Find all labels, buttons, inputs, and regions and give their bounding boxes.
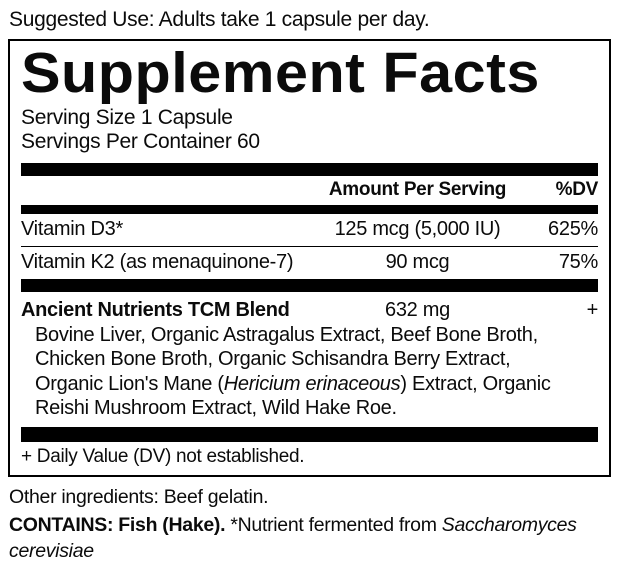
table-row: [21, 246, 598, 279]
panel-title: Supplement Facts: [21, 41, 540, 105]
nutrient-amount: 90 mcg: [385, 251, 450, 274]
blend-ingredients-prefix: Bovine Liver, Organic Astragalus Extract, Beef Bone Broth, Chicken Bone Broth, Organic Schisandra Berry Extract, Organic Lion's Mane (: [35, 324, 538, 395]
contains-statement: [9, 512, 609, 565]
divider-bar-blend: [21, 279, 598, 292]
divider-bar-header: [21, 205, 598, 214]
supplement-facts-panel: [8, 39, 611, 477]
contains-organism: Saccharomyces cerevisiae: [9, 513, 577, 563]
daily-value-footnote: + Daily Value (DV) not established.: [21, 445, 305, 467]
serving-size: Serving Size 1 Capsule: [21, 106, 233, 129]
below-panel-text: [0, 477, 619, 565]
divider-bar-top: [21, 163, 598, 176]
nutrient-name: Vitamin D3*: [21, 218, 123, 241]
blend-amount: 632 mg: [385, 299, 450, 322]
blend-ingredients-suffix: ) Extract, Organic Reishi Mushroom Extract, Wild Hake Roe.: [35, 372, 551, 420]
blend-ingredients-species: Hericium erinaceous: [223, 372, 401, 395]
nutrient-dv: 75%: [558, 251, 598, 274]
blend-name: Ancient Nutrients TCM Blend: [21, 299, 290, 322]
header-amount-per-serving: Amount Per Serving: [328, 179, 507, 201]
header-percent-dv: %DV: [555, 179, 598, 201]
blend-dv: +: [586, 299, 598, 322]
table-row: [21, 214, 598, 246]
nutrient-dv: 625%: [548, 218, 598, 241]
blend-header-row: [21, 292, 598, 323]
other-ingredients: Other ingredients: Beef gelatin.: [9, 485, 269, 508]
column-header-row: [21, 176, 598, 205]
nutrient-amount: 125 mcg (5,000 IU): [334, 218, 501, 241]
nutrient-name: Vitamin K2 (as menaquinone-7): [21, 251, 294, 274]
contains-allergen: CONTAINS: Fish (Hake).: [9, 513, 226, 536]
suggested-use-text: Suggested Use: Adults take 1 capsule per day.: [9, 8, 430, 31]
blend-ingredients-list: [21, 323, 566, 427]
servings-per-container: Servings Per Container 60: [21, 129, 260, 153]
contains-note: *Nutrient fermented from: [225, 513, 442, 536]
divider-bar-footnote: [21, 427, 598, 442]
